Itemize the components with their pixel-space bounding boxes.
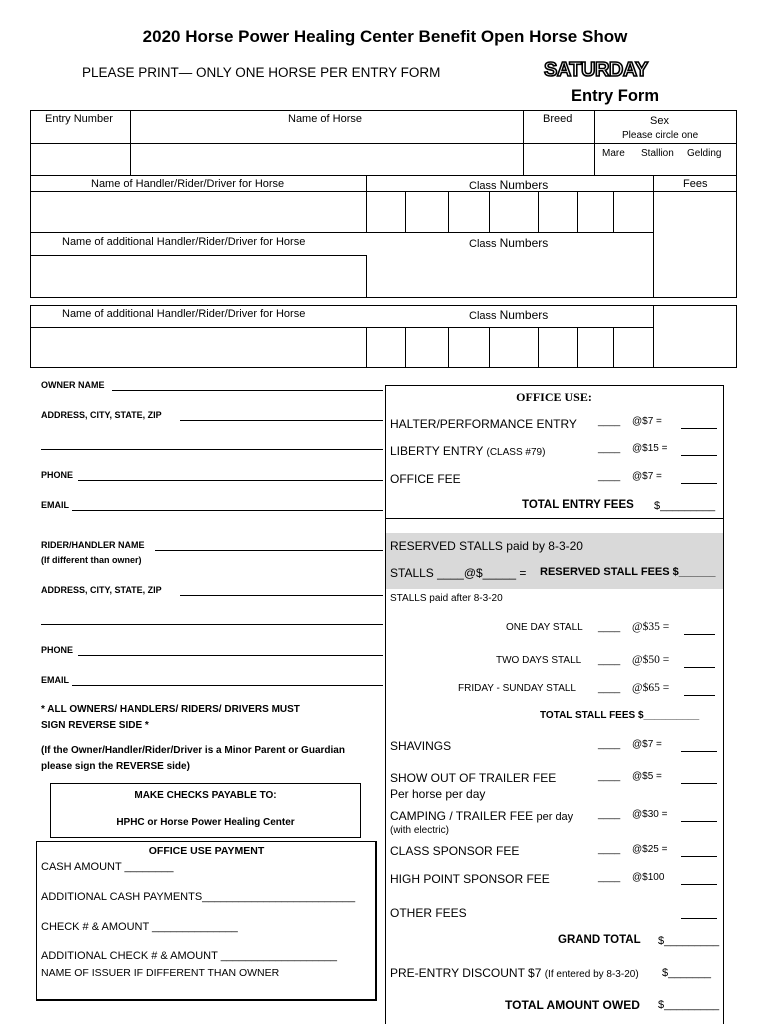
print-instruction: PLEASE PRINT— ONLY ONE HORSE PER ENTRY FORM (82, 65, 441, 80)
sex-option-stallion[interactable]: Stallion (641, 148, 674, 159)
phone-label: PHONE (41, 470, 74, 480)
class-sponsor-count[interactable]: ____ (598, 844, 621, 855)
total-entry-fees-label: TOTAL ENTRY FEES (522, 499, 634, 511)
fees-field[interactable] (654, 192, 735, 296)
fees-label: Fees (683, 178, 708, 190)
class-numbers-label: Class Numbers (469, 178, 549, 192)
entry-number-field[interactable] (31, 144, 129, 174)
camping-count[interactable]: ____ (598, 809, 621, 820)
sex-hint: Please circle one (622, 130, 699, 141)
total-owed-label: TOTAL AMOUNT OWED (505, 998, 640, 1012)
phone-label-2: PHONE (41, 645, 74, 655)
liberty-entry-label: LIBERTY ENTRY (CLASS #79) (390, 444, 546, 458)
show-out-label: SHOW OUT OF TRAILER FEE (390, 771, 557, 785)
page-title: 2020 Horse Power Healing Center Benefit Open Horse Show (142, 27, 628, 46)
owner-name-label: OWNER NAME (41, 380, 105, 390)
address-field-3[interactable] (180, 595, 383, 596)
grand-total-label: GRAND TOTAL (558, 934, 641, 946)
cash-amount[interactable]: CASH AMOUNT ________ (41, 861, 174, 873)
handler-class-numbers-field[interactable] (367, 192, 652, 231)
sex-option-mare[interactable]: Mare (602, 148, 625, 159)
reserved-stall-fees[interactable]: RESERVED STALL FEES $______ (540, 566, 716, 578)
issuer-name[interactable]: NAME OF ISSUER IF DIFFERENT THAN OWNER (41, 967, 280, 979)
checks-payable-label: MAKE CHECKS PAYABLE TO: (134, 790, 277, 801)
class-sponsor-label: CLASS SPONSOR FEE (390, 844, 520, 858)
halter-entry-label: HALTER/PERFORMANCE ENTRY (390, 417, 577, 431)
address-label: ADDRESS, CITY, STATE, ZIP (41, 410, 162, 420)
total-stall-fees[interactable]: TOTAL STALL FEES $__________ (540, 710, 700, 721)
reserved-stalls-label: RESERVED STALLS paid by 8-3-20 (390, 539, 583, 553)
minor-note-2: please sign the REVERSE side) (41, 761, 190, 772)
office-payment-title: OFFICE USE PAYMENT (148, 845, 265, 857)
additional-handler-label-2: Name of additional Handler/Rider/Driver for Horse (62, 308, 306, 320)
class-numbers-label-2: Class Numbers (469, 236, 549, 250)
owner-name-field[interactable] (112, 390, 383, 391)
address-field[interactable] (180, 420, 383, 421)
email-field-2[interactable] (72, 685, 383, 686)
camping-label: CAMPING / TRAILER FEE per day (390, 809, 574, 823)
check-amount[interactable]: CHECK # & AMOUNT ______________ (41, 921, 238, 933)
shavings-label: SHAVINGS (390, 739, 452, 753)
breed-label: Breed (543, 113, 573, 125)
pre-entry-discount-value[interactable]: $_______ (662, 967, 711, 979)
additional-handler-label: Name of additional Handler/Rider/Driver for Horse (62, 236, 306, 248)
office-fee-price: @$7 = (632, 471, 662, 482)
sign-note-2: SIGN REVERSE SIDE * (41, 720, 149, 731)
show-out-total[interactable] (681, 783, 717, 784)
office-fee-count[interactable]: ____ (598, 471, 621, 482)
two-days-stall-label: TWO DAYS STALL (496, 655, 582, 666)
liberty-price: @$15 = (632, 443, 668, 454)
entry-number-label: Entry Number (45, 113, 113, 125)
fri-sun-price: @$65 = (632, 682, 670, 694)
high-point-count[interactable]: ____ (598, 872, 621, 883)
email-label-2: EMAIL (41, 675, 69, 685)
additional-cash[interactable]: ADDITIONAL CASH PAYMENTS_________________________ (41, 891, 356, 903)
high-point-total[interactable] (681, 884, 717, 885)
handler-label: Name of Handler/Rider/Driver for Horse (91, 178, 285, 190)
total-owed-value[interactable]: $_________ (658, 999, 720, 1011)
handler-name-field[interactable] (31, 192, 365, 231)
camping-note: (with electric) (390, 825, 449, 836)
phone-field[interactable] (78, 480, 383, 481)
liberty-count[interactable]: ____ (598, 443, 621, 454)
horse-name-field[interactable] (131, 144, 522, 174)
email-label: EMAIL (41, 500, 69, 510)
sex-label: Sex (650, 115, 669, 127)
one-day-price: @$35 = (632, 621, 670, 633)
total-entry-fees-value[interactable]: $_________ (654, 500, 716, 512)
halter-count[interactable]: ____ (598, 416, 621, 427)
two-days-price: @$50 = (632, 654, 670, 666)
one-day-total[interactable] (684, 634, 715, 635)
phone-field-2[interactable] (78, 655, 383, 656)
shavings-count[interactable]: ____ (598, 739, 621, 750)
horse-name-label: Name of Horse (288, 113, 362, 125)
shavings-price: @$7 = (632, 739, 662, 750)
address-label-2: ADDRESS, CITY, STATE, ZIP (41, 585, 162, 595)
additional-check[interactable]: ADDITIONAL CHECK # & AMOUNT ___________________ (41, 950, 337, 962)
halter-price: @$7 = (632, 416, 662, 427)
high-point-label: HIGH POINT SPONSOR FEE (390, 872, 550, 886)
day-heading: SATURDAY (544, 59, 648, 81)
sex-option-gelding[interactable]: Gelding (687, 148, 722, 159)
class-sponsor-total[interactable] (681, 856, 717, 857)
class-numbers-label-3: Class Numbers (469, 308, 549, 322)
fri-sun-count[interactable]: ____ (598, 683, 621, 694)
fri-sun-stall-label: FRIDAY - SUNDAY STALL (458, 683, 576, 694)
class-sponsor-price: @$25 = (632, 844, 668, 855)
other-fees-total[interactable] (681, 918, 717, 919)
email-field[interactable] (72, 510, 383, 511)
breed-field[interactable] (524, 144, 593, 174)
form-name: Entry Form (571, 87, 660, 105)
two-days-total[interactable] (684, 667, 715, 668)
shavings-total[interactable] (681, 751, 717, 752)
halter-total[interactable] (681, 428, 717, 429)
pre-entry-discount-label: PRE-ENTRY DISCOUNT $7 (If entered by 8-3-20) (390, 966, 639, 980)
other-fees-label: OTHER FEES (390, 906, 467, 920)
address-field-2[interactable] (41, 449, 383, 450)
liberty-total[interactable] (681, 455, 717, 456)
minor-note-1: (If the Owner/Handler/Rider/Driver is a Minor Parent or Guardian (41, 745, 345, 756)
office-fee-label: OFFICE FEE (390, 472, 461, 486)
show-out-price: @$5 = (632, 771, 662, 782)
show-out-count[interactable]: ____ (598, 771, 621, 782)
rider-name-label: RIDER/HANDLER NAME (41, 540, 145, 550)
address-field-4[interactable] (41, 624, 383, 625)
reserved-stalls-count[interactable]: STALLS ____@$_____ = (390, 566, 527, 580)
two-days-count[interactable]: ____ (598, 655, 621, 666)
additional-handler-field[interactable] (31, 256, 365, 296)
high-point-price: @$100 (632, 872, 665, 883)
one-day-stall-label: ONE DAY STALL (506, 622, 583, 633)
camping-price: @$30 = (632, 809, 668, 820)
office-fee-total[interactable] (681, 483, 717, 484)
camping-total[interactable] (681, 821, 717, 822)
rider-name-field[interactable] (155, 550, 383, 551)
checks-payable-name: HPHC or Horse Power Healing Center (116, 817, 295, 828)
sign-note-1: * ALL OWNERS/ HANDLERS/ RIDERS/ DRIVERS MUST (41, 704, 300, 715)
rider-note: (If different than owner) (41, 555, 142, 565)
show-out-note: Per horse per day (390, 787, 486, 801)
stalls-after-label: STALLS paid after 8-3-20 (390, 593, 503, 604)
additional-handler-field-2[interactable] (31, 328, 365, 366)
fri-sun-total[interactable] (684, 695, 715, 696)
office-use-title: OFFICE USE: (516, 390, 592, 404)
grand-total-value[interactable]: $_________ (658, 935, 720, 947)
one-day-count[interactable]: ____ (598, 622, 621, 633)
